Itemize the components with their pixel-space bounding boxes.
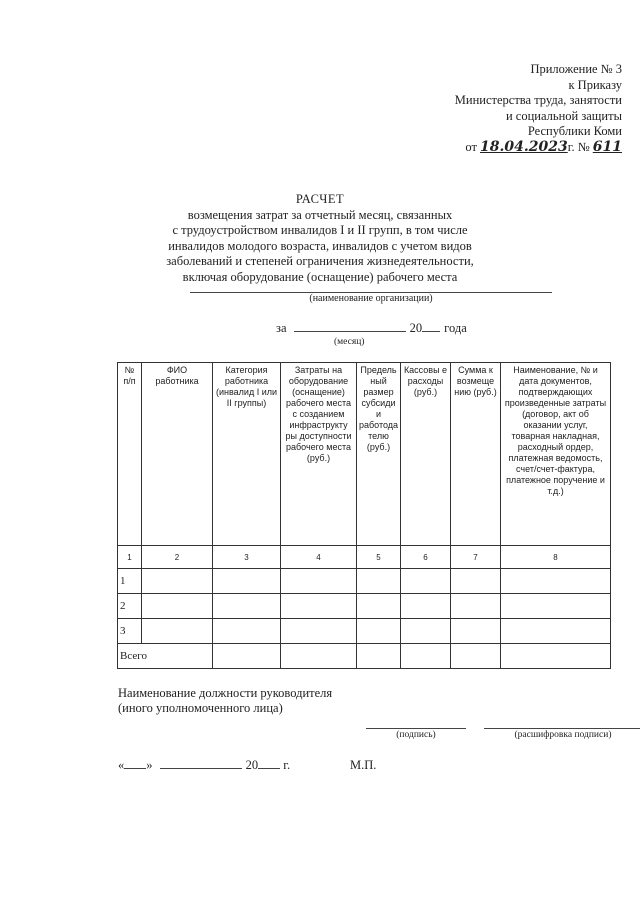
table-cell[interactable] bbox=[213, 569, 281, 594]
annex-date-prefix: от bbox=[465, 139, 477, 154]
date-line bbox=[118, 758, 290, 773]
table-cell[interactable] bbox=[451, 569, 501, 594]
table-cell[interactable] bbox=[142, 569, 213, 594]
table-cell[interactable] bbox=[401, 619, 451, 644]
table-cell[interactable] bbox=[357, 644, 401, 669]
annex-line-4: и социальной защиты bbox=[505, 108, 622, 123]
annex-date-line bbox=[455, 140, 622, 156]
expense-table bbox=[117, 362, 611, 669]
header-cell: Кассовы е расходы (руб.) bbox=[401, 363, 451, 546]
table-cell[interactable] bbox=[281, 569, 357, 594]
column-number: 6 bbox=[401, 546, 451, 569]
table-header-row bbox=[118, 363, 611, 546]
day-blank bbox=[124, 768, 146, 769]
annex-block bbox=[455, 62, 622, 156]
period-prefix: за bbox=[276, 321, 287, 335]
table-cell[interactable] bbox=[213, 594, 281, 619]
annex-line-5: Республики Коми bbox=[527, 124, 622, 139]
title-line-3: инвалидов молодого возраста, инвалидов с учетом видов bbox=[168, 238, 472, 253]
organization-caption: (наименование организации) bbox=[309, 293, 433, 304]
date-year-suffix: г. bbox=[283, 758, 291, 772]
table-row bbox=[118, 594, 611, 619]
signature-decode-caption: (расшифровка подписи) bbox=[514, 730, 612, 740]
column-number: 8 bbox=[501, 546, 611, 569]
column-number: 7 bbox=[451, 546, 501, 569]
date-open-quote: « bbox=[118, 758, 125, 772]
annex-line-3: Министерства труда, занятости bbox=[454, 93, 622, 108]
total-row bbox=[118, 644, 611, 669]
table-cell[interactable] bbox=[357, 619, 401, 644]
table-cell[interactable] bbox=[142, 594, 213, 619]
table-cell[interactable] bbox=[142, 619, 213, 644]
signatory-title-line-2: (иного уполномоченного лица) bbox=[118, 701, 283, 715]
date-year-prefix: 20 bbox=[245, 758, 259, 772]
signature-line bbox=[366, 728, 466, 729]
annex-line-1: Приложение № 3 bbox=[530, 62, 622, 76]
table-cell[interactable] bbox=[401, 569, 451, 594]
stamp-label: М.П. bbox=[350, 758, 377, 772]
column-number: 2 bbox=[142, 546, 213, 569]
header-cell: Предель ный размер субсиди и работода телю (руб.) bbox=[357, 363, 401, 546]
table-cell[interactable] bbox=[281, 594, 357, 619]
table-cell[interactable] bbox=[451, 644, 501, 669]
table-row bbox=[118, 569, 611, 594]
date-close-quote: » bbox=[146, 758, 153, 772]
period-year-prefix: 20 bbox=[409, 321, 423, 335]
header-cell: № п/п bbox=[118, 363, 142, 546]
table-cell[interactable] bbox=[401, 594, 451, 619]
annex-line-2: к Приказу bbox=[568, 77, 622, 92]
row-number: 2 bbox=[118, 594, 142, 619]
table-cell[interactable] bbox=[213, 644, 281, 669]
header-cell: Категория работника (инвалид I или II группы) bbox=[213, 363, 281, 546]
table-cell[interactable] bbox=[451, 619, 501, 644]
table-cell[interactable] bbox=[281, 644, 357, 669]
signature-caption: (подпись) bbox=[396, 730, 436, 740]
document-title bbox=[0, 192, 640, 286]
header-cell: Наименование, № и дата документов, подтверждающих произведенные затраты (договор, акт об оказании услуг, товарная накладная, расходный ордер, платежная ведомость, счет/счет-фактура, платежное поручение и т.д.) bbox=[501, 363, 611, 546]
table-cell[interactable] bbox=[357, 569, 401, 594]
annex-number-value: 611 bbox=[592, 138, 622, 155]
signature-decode-line bbox=[484, 728, 640, 729]
header-cell: Сумма к возмеще нию (руб.) bbox=[451, 363, 501, 546]
title-line-2: с трудоустройством инвалидов I и II групп, в том числе bbox=[172, 223, 468, 238]
table-cell[interactable] bbox=[451, 594, 501, 619]
table-row bbox=[118, 619, 611, 644]
period-line bbox=[276, 321, 467, 336]
table-cell[interactable] bbox=[357, 594, 401, 619]
period-suffix: года bbox=[444, 321, 467, 335]
table-cell[interactable] bbox=[501, 644, 611, 669]
header-cell: ФИО работника bbox=[142, 363, 213, 546]
table-cell[interactable] bbox=[501, 619, 611, 644]
title-line-4: заболеваний и степеней ограничения жизнедеятельности, bbox=[166, 254, 474, 269]
year-blank bbox=[422, 331, 440, 332]
table-cell[interactable] bbox=[281, 619, 357, 644]
title-line-5: включая оборудование (оснащение) рабочего места bbox=[182, 269, 458, 284]
row-number: 3 bbox=[118, 619, 142, 644]
signatory-title bbox=[118, 686, 332, 716]
month-blank bbox=[160, 768, 242, 769]
title-heading: РАСЧЕТ bbox=[295, 192, 345, 206]
column-number-row bbox=[118, 546, 611, 569]
table-cell[interactable] bbox=[501, 569, 611, 594]
annex-date-value: 18.04.2023 bbox=[480, 138, 568, 155]
signatory-title-line-1: Наименование должности руководителя bbox=[118, 686, 333, 700]
row-number: 1 bbox=[118, 569, 142, 594]
header-cell: Затраты на оборудование (оснащение) рабочего места с созданием инфраструкту ры доступности рабочего места (руб.) bbox=[281, 363, 357, 546]
total-label: Всего bbox=[118, 644, 213, 669]
year-blank bbox=[258, 768, 280, 769]
table-cell[interactable] bbox=[401, 644, 451, 669]
column-number: 3 bbox=[213, 546, 281, 569]
column-number: 4 bbox=[281, 546, 357, 569]
column-number: 5 bbox=[357, 546, 401, 569]
title-line-1: возмещения затрат за отчетный месяц, связанных bbox=[187, 207, 453, 222]
table-cell[interactable] bbox=[213, 619, 281, 644]
month-caption: (месяц) bbox=[334, 337, 365, 347]
column-number: 1 bbox=[118, 546, 142, 569]
annex-date-mid: г. № bbox=[567, 139, 590, 154]
month-blank bbox=[294, 331, 406, 332]
table-cell[interactable] bbox=[501, 594, 611, 619]
